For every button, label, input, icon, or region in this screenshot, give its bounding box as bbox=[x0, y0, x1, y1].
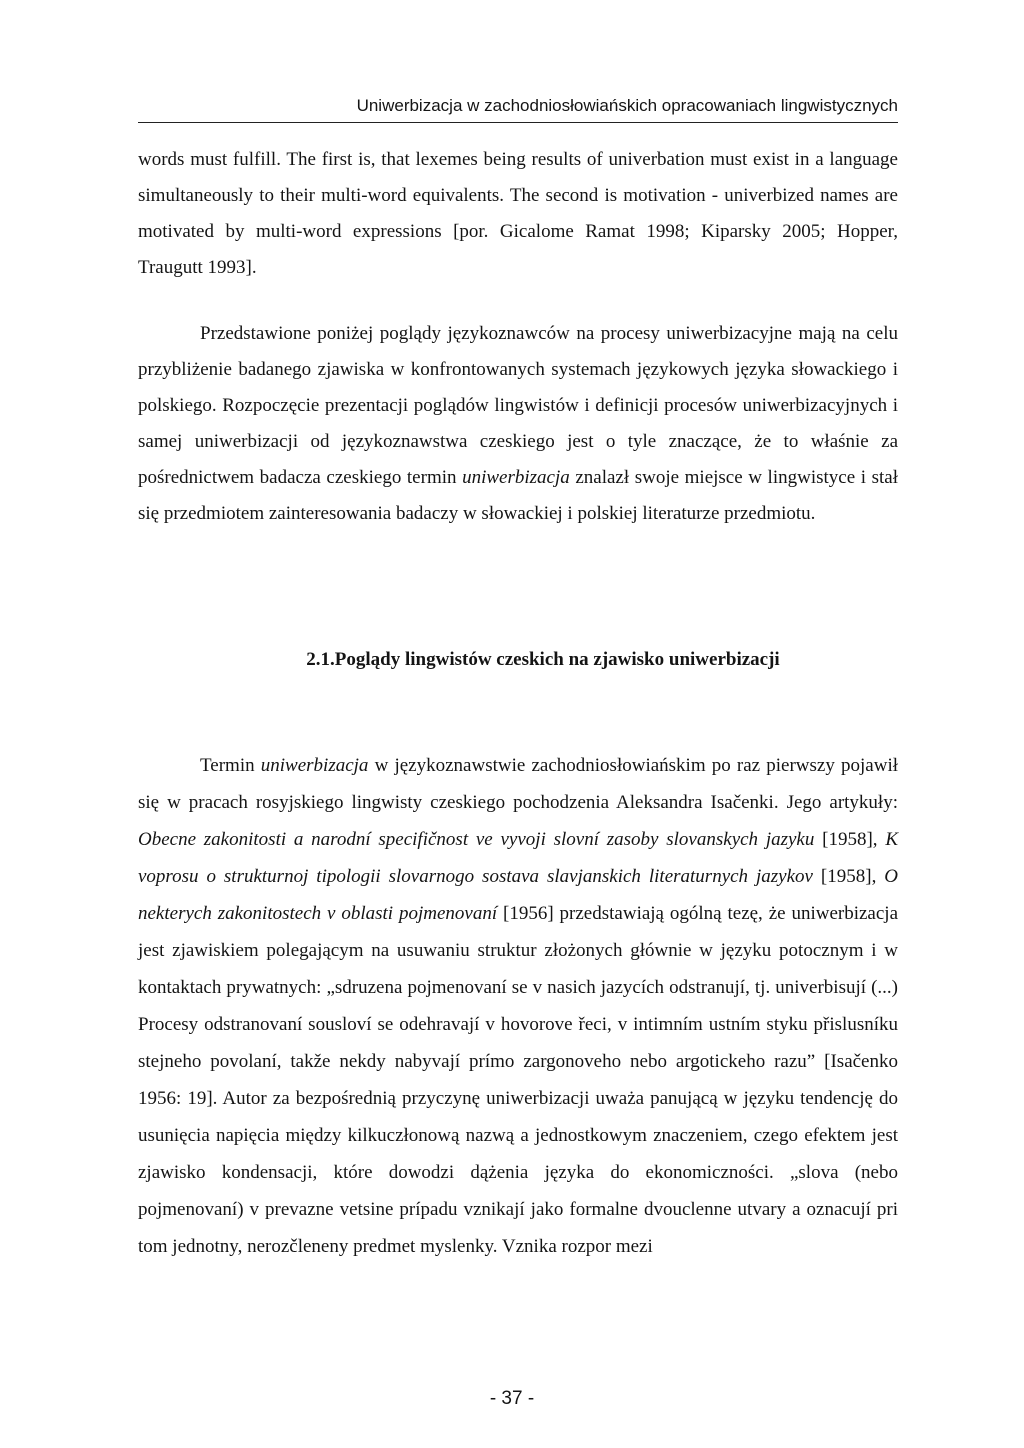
paragraph-3-text-4: [1958], bbox=[812, 866, 885, 887]
paragraph-introduction bbox=[138, 316, 898, 532]
paragraph-3-work-title-2: K voprosu o strukturnoj tipologii slovarnogo sostava slavjanskich literaturnych jazykov bbox=[138, 829, 899, 887]
paragraph-3-work-title-1: Obecne zakonitosti a narodní specifičnost ve vyvoji slovní zasoby slovanskych jazyku bbox=[138, 829, 815, 850]
paragraph-2-text-a: Przedstawione poniżej poglądy językoznawców na procesy uniwerbizacyjne mają na celu przybliżenie badanego zjawiska w konfrontowanych systemach językowych języka słowackiego i polskiego. Rozpoczęcie prezentacji poglądów lingwistów i definicji procesów uniwerbizacyjnych i samej uniwerbizacji od językoznawstwa czeskiego jest o tyle znaczące, że to właśnie za pośrednictwem badacza czeskiego termin bbox=[138, 323, 898, 488]
paragraph-3-term: uniwerbizacja bbox=[260, 755, 369, 776]
section-heading bbox=[138, 646, 898, 674]
paragraph-isacenko bbox=[138, 747, 898, 1265]
paragraph-3-text-3: [1958], bbox=[814, 829, 886, 850]
paragraph-3-work-title-3: O nekterych zakonitostech v oblasti pojmenovaní bbox=[138, 866, 899, 924]
paragraph-2-text-b: znalazł swoje miejsce w lingwistyce i stał się przedmiotem zainteresowania badaczy w słowackiej i polskiej literaturze przedmiotu. bbox=[138, 467, 898, 524]
paragraph-univerbation-conditions bbox=[138, 142, 898, 286]
section-heading-text: 2.1.Poglądy lingwistów czeskich na zjawisko uniwerbizacji bbox=[306, 649, 780, 670]
page-number-text: - 37 - bbox=[489, 1388, 535, 1409]
paragraph-1-text: words must fulfill. The first is, that lexemes being results of univerbation must exist in a language simultaneously to their multi-word equivalents. The second is motivation - univerbized names are motivated by multi-word expressions [por. Gicalome Ramat 1998; Kiparsky 2005; Hopper, Traugutt 1993]. bbox=[138, 149, 898, 278]
paragraph-2-term: uniwerbizacja bbox=[462, 467, 570, 488]
paragraph-3-text-2: w językoznawstwie zachodniosłowiańskim po raz pierwszy pojawił się w pracach rosyjskiego lingwisty czeskiego pochodzenia Aleksandra Isačenki. Jego artykuły: bbox=[138, 755, 898, 813]
paragraph-3-text-1: Termin bbox=[200, 755, 261, 776]
page-number bbox=[0, 1388, 1024, 1410]
running-header-title: Uniwerbizacja w zachodniosłowiańskich opracowaniach lingwistycznych bbox=[356, 96, 898, 115]
running-header bbox=[138, 92, 898, 123]
paragraph-3-text-5: [1956] przedstawiają ogólną tezę, że uniwerbizacja jest zjawiskiem polegającym na usuwaniu struktur złożonych głównie w języku potocznym i w kontaktach prywatnych: „sdruzena pojmenovaní se v nasich jazycích odstranují, tj. univerbisují (...) Procesy odstranovaní sousloví se odehravají v hovorove řeci, v intimním ustním styku přislusníku stejneho povolaní, takže nekdy nabyvají prímo zargonoveho nebo argotickeho razu” [Isačenko 1956: 19]. Autor za bezpośrednią przyczynę uniwerbizacji uważa panującą w języku tendencję do usunięcia napięcia między kilkuczłonową nazwą a jednostkowym znaczeniem, czego efektem jest zjawisko kondensacji, które dowodzi dążenia języka do ekonomiczności. „slova (nebo pojmenovaní) v prevazne vetsine prípadu vznikají jako formalne dvouclenne utvary a oznacují pri tom jednotny, nerozčleneny predmet myslenky. Vznika rozpor mezi bbox=[138, 903, 898, 1257]
